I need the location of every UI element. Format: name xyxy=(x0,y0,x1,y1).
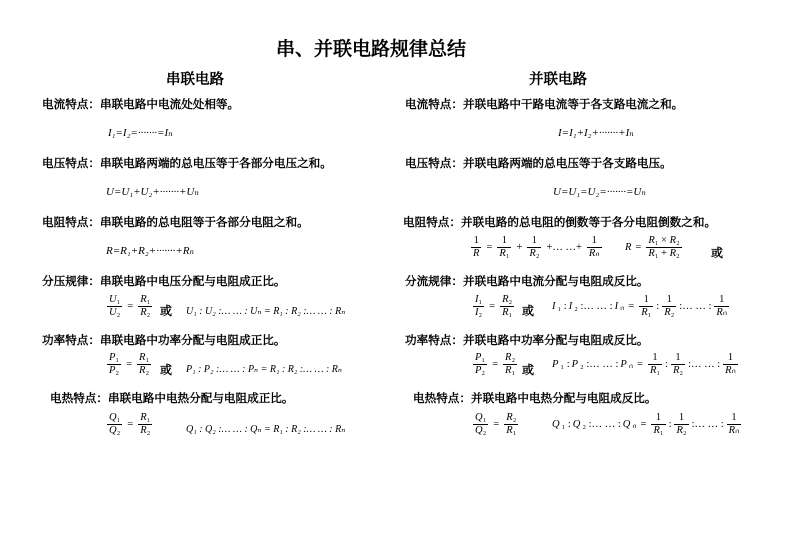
or-label: 或 xyxy=(522,304,535,318)
series-voltage-formula: U=U₁+U₂+·······+Uₙ xyxy=(106,186,199,198)
or-label: 或 xyxy=(522,363,535,377)
parallel-power-ratio: P ₁ : P ₂ :… … : P ₙ = $\frac{1}{\text{R₁}}$ : $\frac{1}{\text{R₂}}$ :… … : $\frac{1}{\text{Rₙ}}$ xyxy=(552,352,736,376)
parallel-power-rule: 功率特点：并联电路中功率分配与电阻成反比。 xyxy=(405,333,649,347)
parallel-heat-fraction: $\frac{\text{Q₁}}{\text{Q₂}}$ = $\frac{\text{R₂}}{\text{R₁}}$ xyxy=(475,412,517,436)
or-label: 或 xyxy=(711,246,724,260)
parallel-current-rule: 电流特点：并联电路中干路电流等于各支路电流之和。 xyxy=(405,97,684,111)
parallel-voltage-formula: U=U₁=U₂=·······=Uₙ xyxy=(553,186,646,198)
series-divider-rule: 分压规律：串联电路中电压分配与电阻成正比。 xyxy=(42,274,286,288)
series-heat-formula: Q₁ : Q₂ :… … : Qₙ = R₁ : R₂ :… … : Rₙ xyxy=(186,424,346,435)
parallel-heading: 并联电路 xyxy=(529,71,587,88)
parallel-divider-rule: 分流规律：并联电路中电流分配与电阻成反比。 xyxy=(405,274,649,288)
series-current-rule: 电流特点：串联电路中电流处处相等。 xyxy=(42,97,240,111)
parallel-power-fraction: $\frac{\text{P₁}}{\text{P₂}}$ = $\frac{\text{R₂}}{\text{R₁}}$ xyxy=(475,352,516,376)
series-resistance-formula: R=R₁+R₂+·······+Rₙ xyxy=(106,245,194,257)
series-heat-fraction: $\frac{\text{Q₁}}{\text{Q₂}}$ = $\frac{\text{R₁}}{\text{R₂}}$ xyxy=(109,412,151,436)
parallel-divider-ratio: I ₁ : I ₂ :… … : I ₙ = $\frac{1}{\text{R₁}}$ : $\frac{1}{\text{R₂}}$ :… … : $\frac{1}{\text{Rₙ}}$ xyxy=(552,294,727,318)
parallel-current-formula: I=I₁+I₂+·······+Iₙ xyxy=(558,127,634,139)
series-heading: 串联电路 xyxy=(166,71,224,88)
parallel-voltage-rule: 电压特点：并联电路两端的总电压等于各支路电压。 xyxy=(405,156,672,170)
or-label: 或 xyxy=(160,304,173,318)
or-label: 或 xyxy=(160,363,173,377)
parallel-divider-fraction: $\frac{\text{I₁}}{\text{I₂}}$ = $\frac{\text{R₂}}{\text{R₁}}$ xyxy=(475,294,513,318)
series-power-fraction: $\frac{\text{P₁}}{\text{P₂}}$ = $\frac{\text{R₁}}{\text{R₂}}$ xyxy=(109,352,150,376)
series-voltage-rule: 电压特点：串联电路两端的总电压等于各部分电压之和。 xyxy=(42,156,332,170)
series-divider-fraction: $\frac{\text{U₁}}{\text{U₂}}$ = $\frac{\text{R₁}}{\text{R₂}}$ xyxy=(109,294,151,318)
parallel-heat-rule: 电热特点：并联电路中电热分配与电阻成反比。 xyxy=(413,391,657,405)
series-power-formula: P₁ : P₂ :… … : Pₙ = R₁ : R₂ :… … : Rₙ xyxy=(186,364,342,375)
series-divider-formula: U₁ : U₂ :… … : Uₙ = R₁ : R₂ :… … : Rₙ xyxy=(186,306,346,317)
series-power-rule: 功率特点：串联电路中功率分配与电阻成正比。 xyxy=(42,333,286,347)
parallel-heat-ratio: Q ₁ : Q ₂ :… … : Q ₙ = $\frac{1}{\text{R₁}}$ : $\frac{1}{\text{R₂}}$ :… … : $\frac{1}{\text{Rₙ}}$ xyxy=(552,412,740,436)
series-resistance-rule: 电阻特点：串联电路的总电阻等于各部分电阻之和。 xyxy=(42,215,309,229)
parallel-resistance-two: R = $\frac{\text{R₁ × R₂}}{\text{R₁ + R₂}}$ xyxy=(625,235,680,259)
series-current-formula: I₁=I₂=·······=Iₙ xyxy=(108,127,173,139)
parallel-resistance-rule: 电阻特点：并联电路的总电阻的倒数等于各分电阻倒数之和。 xyxy=(403,215,717,229)
parallel-resistance-reciprocal: $\frac{1}{R}$ = $\frac{1}{\text{R₁}}$ + $\frac{1}{\text{R₂}}$ +… …+ $\frac{1}{\text{Rₙ}}$ xyxy=(473,235,600,259)
series-heat-rule: 电热特点：串联电路中电热分配与电阻成正比。 xyxy=(50,391,294,405)
page-title: 串、并联电路规律总结 xyxy=(276,38,467,60)
